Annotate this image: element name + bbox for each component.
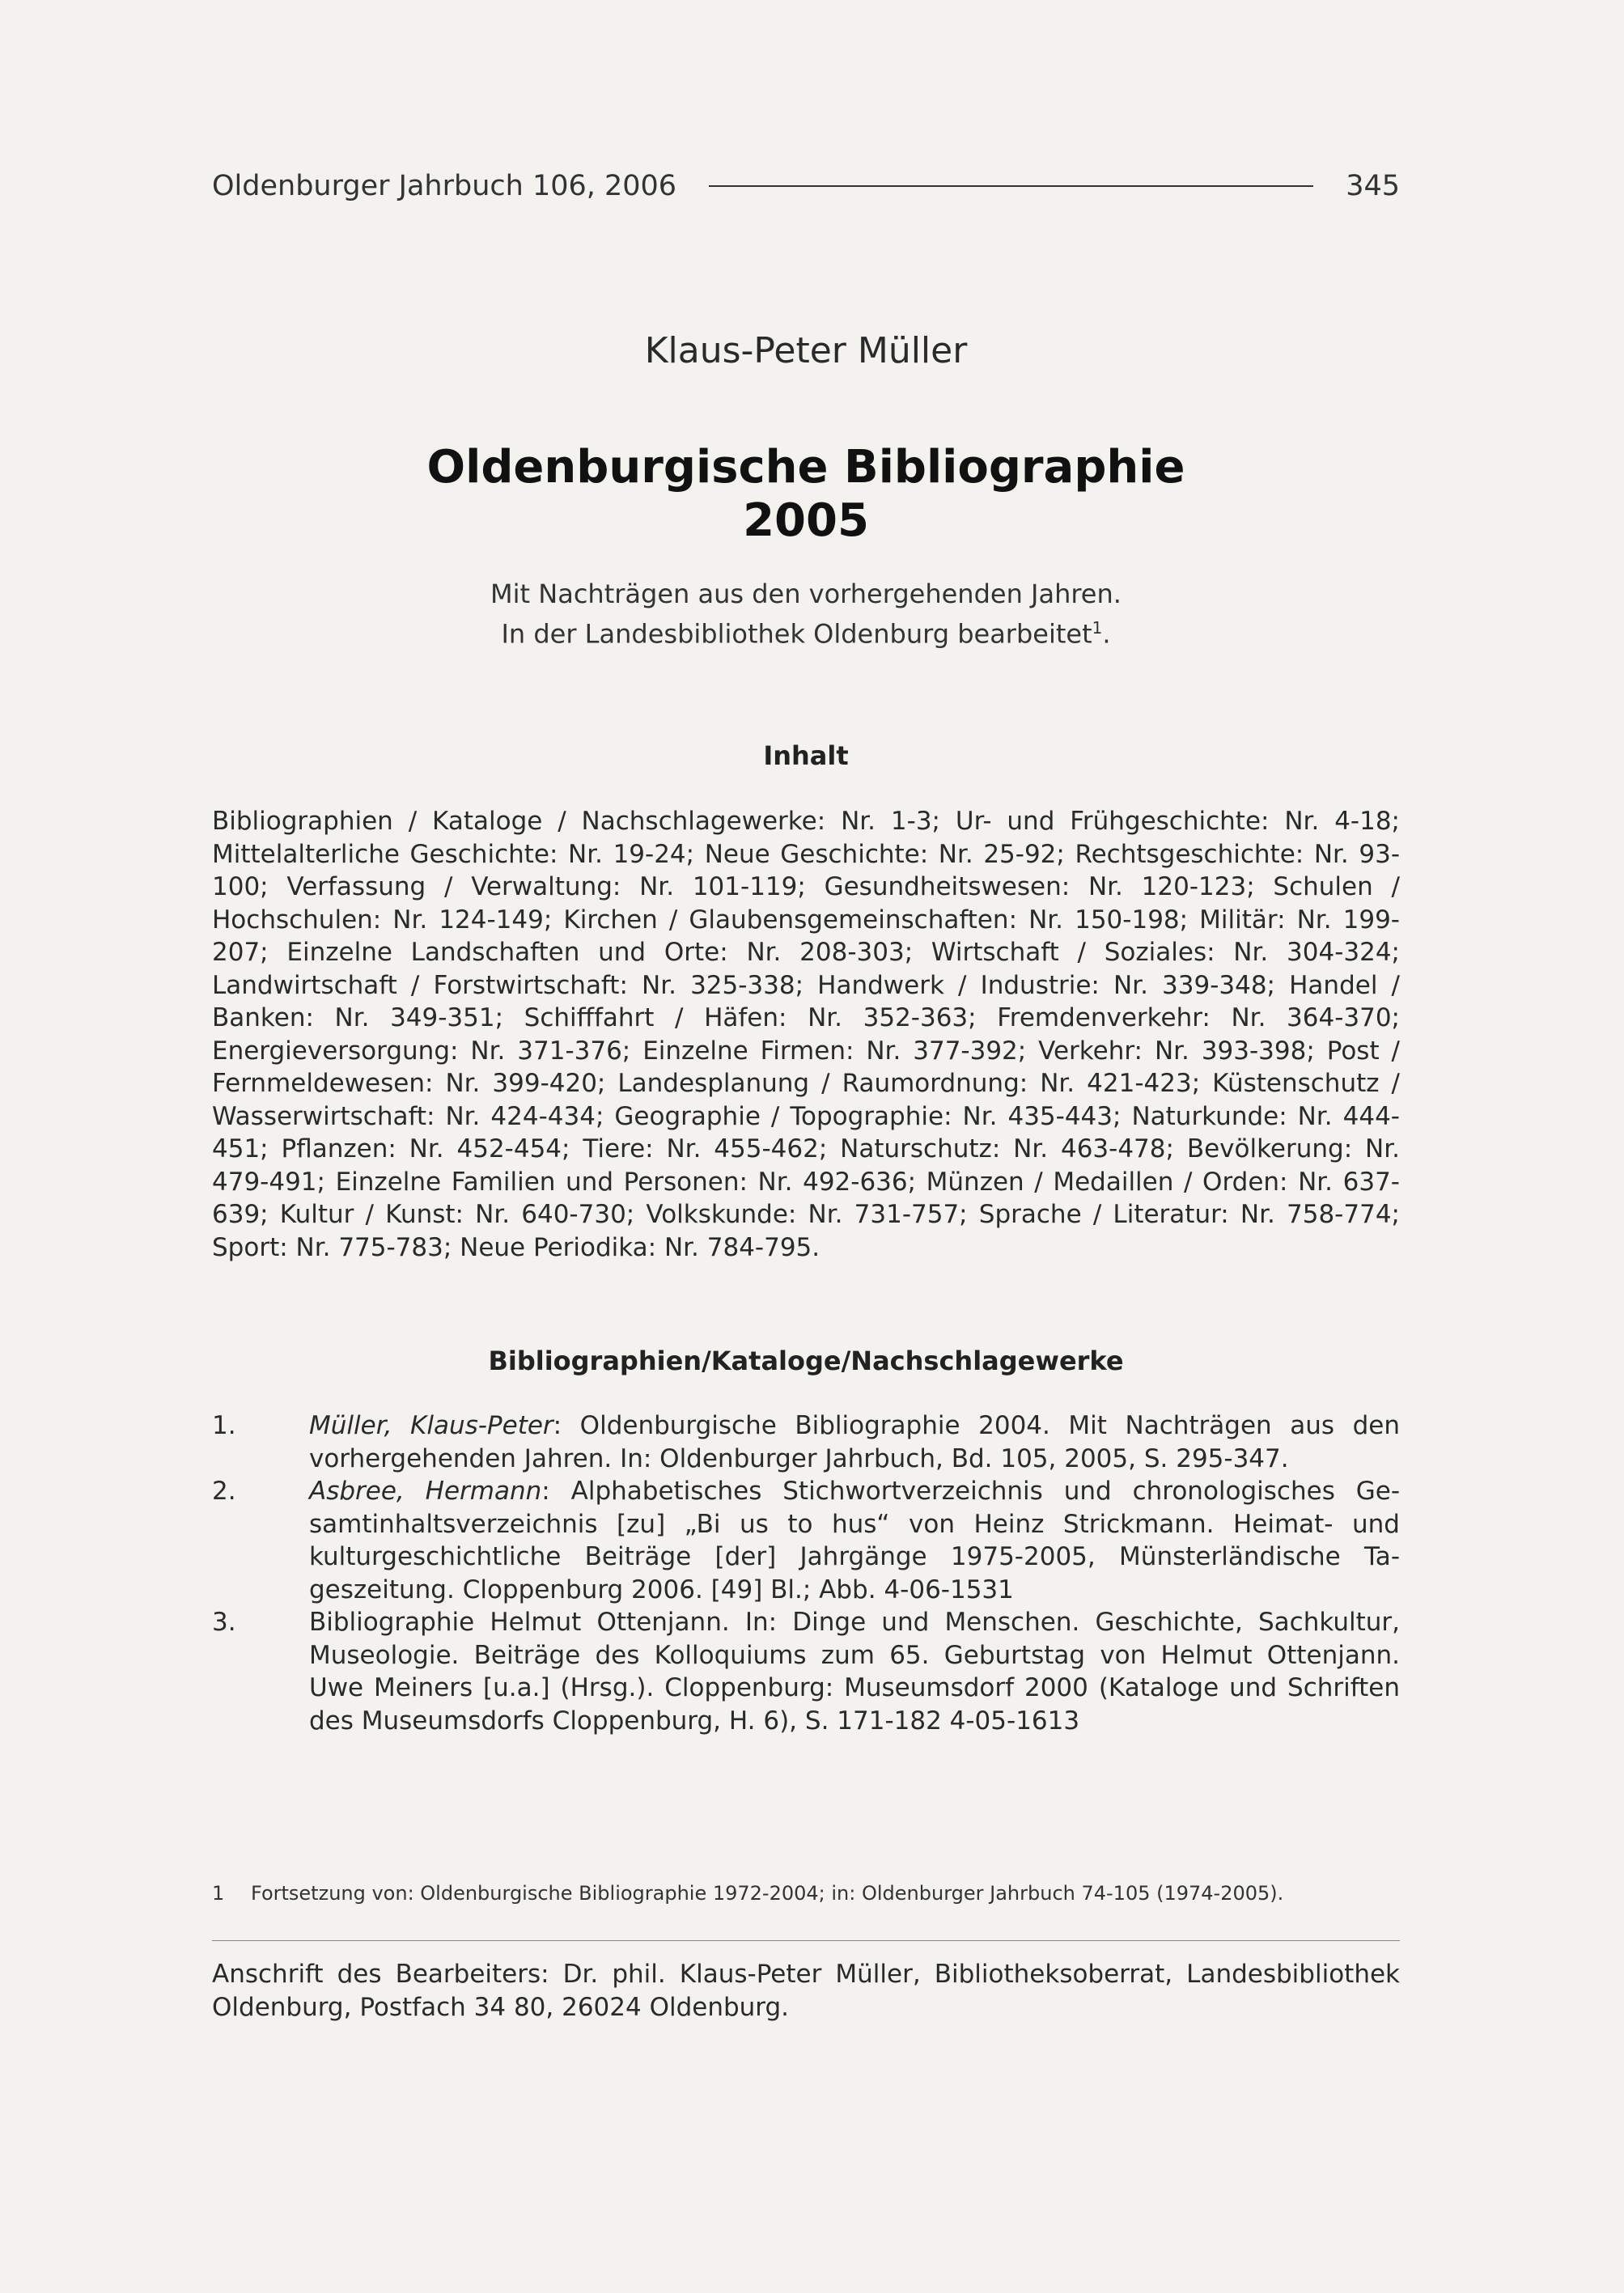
editor-address: Anschrift des Bearbeiters: Dr. phil. Klaus-Peter Müller, Bibliotheksoberrat, Landesbibliothek Oldenburg, Postfach 34 80, 26024 Oldenburg.	[212, 1960, 1400, 2022]
article-author: Klaus-Peter Müller	[644, 330, 968, 371]
subtitle-line-2	[212, 611, 1400, 651]
footnote-number: 1	[212, 1882, 225, 1905]
section-heading: Bibliographien/Kataloge/Nachschlagewerke	[488, 1346, 1124, 1376]
entry-body	[309, 1475, 1400, 1606]
entry-number: 3.	[212, 1608, 236, 1637]
title-line-2: 2005	[743, 494, 869, 547]
subtitle-line-1: Mit Nachträgen aus den vorhergehenden Jahren.	[490, 579, 1122, 609]
contents-heading: Inhalt	[763, 740, 849, 771]
entry-author: Asbree, Hermann	[309, 1477, 542, 1506]
title-line-1: Oldenburgische Bibliographie	[426, 441, 1185, 494]
header-rule	[709, 185, 1313, 187]
entry-text: : Alphabetisches Stichwortverzeichnis und chronologisches Gesamtinhaltsverzeichnis [zu] „Bi us to hus“ von Heinz Strickmann. Heimat- und kulturgeschichtliche Beiträge [der] Jahrgänge 1975-2005, Münsterländische Tageszeitung. Cloppenburg 2006. [49] Bl.; Abb. 4-06-1531	[309, 1477, 1401, 1604]
footer-divider	[212, 1940, 1400, 1941]
entry-text: : Oldenburgische Bibliographie 2004. Mit Nachträgen aus den vorhergehenden Jahren. In: Oldenburger Jahrbuch, Bd. 105, 2005, S. 295-347.	[309, 1411, 1400, 1473]
page	[212, 0, 1400, 2293]
running-head	[212, 166, 1400, 206]
article-title	[212, 441, 1400, 548]
subtitle-line-2-end: .	[1102, 618, 1111, 650]
contents-text: Bibliographien / Kataloge / Nachschlagewerke: Nr. 1-3; Ur- und Frühgeschichte: Nr. 4-18; Mittelalterliche Geschichte: Nr. 19-24; Neue Geschichte: Nr. 25-92; Rechtsgeschichte: Nr. 93-100; Verfassung / Verwaltung: Nr. 101-119; Gesundheitswesen: Nr. 120-123; Schulen / Hochschulen: Nr. 124-149; Kirchen / Glaubensgemeinschaften: Nr. 150-198; Militär: Nr. 199-207; Einzelne Landschaften und Orte: Nr. 208-303; Wirtschaft / Soziales: Nr. 304-324; Landwirtschaft / Forstwirtschaft: Nr. 325-338; Handwerk / Industrie: Nr. 339-348; Handel / Banken: Nr. 349-351; Schifffahrt / Häfen: Nr. 352-363; Fremdenverkehr: Nr. 364-370; Energieversorgung: Nr. 371-376; Einzelne Firmen: Nr. 377-392; Verkehr: Nr. 393-398; Post / Fernmeldewesen: Nr. 399-420; Landesplanung / Raumordnung: Nr. 421-423; Küstenschutz / Wasserwirtschaft: Nr. 424-434; Geographie / Topographie: Nr. 435-443; Naturkunde: Nr. 444-451; Pflanzen: Nr. 452-454; Tiere: Nr. 455-462; Naturschutz: Nr. 463-478; Bevölkerung: Nr. 479-491; Einzelne Familien und Personen: Nr. 492-636; Münzen / Medaillen / Orden: Nr. 637-639; Kultur / Kunst: Nr. 640-730; Volkskunde: Nr. 731-757; Sprache / Literatur: Nr. 758-774; Sport: Nr. 775-783; Neue Periodika: Nr. 784-795.	[212, 807, 1400, 1262]
entry-author: Müller, Klaus-Peter	[309, 1411, 553, 1440]
entry-body	[309, 1606, 1400, 1737]
footnote	[212, 1882, 1400, 1905]
entry-number: 1.	[212, 1411, 236, 1440]
footnote-mark: 1	[1092, 618, 1103, 638]
entry-body	[309, 1409, 1400, 1475]
journal-title: Oldenburger Jahrbuch 106, 2006	[212, 170, 677, 202]
entry-number: 2.	[212, 1477, 236, 1506]
footnote-text: Fortsetzung von: Oldenburgische Bibliographie 1972-2004; in: Oldenburger Jahrbuch 74-105 (1974-2005).	[251, 1882, 1284, 1905]
bibliography-entry	[212, 1606, 1400, 1737]
article-subtitle	[212, 577, 1400, 651]
entry-text: Bibliographie Helmut Ottenjann. In: Dinge und Menschen. Geschichte, Sachkultur, Museologie. Beiträge des Kolloquiums zum 65. Geburtstag von Helmut Ottenjann. Uwe Meiners [u.a.] (Hrsg.). Cloppenburg: Museumsdorf 2000 (Kataloge und Schriften des Museumsdorfs Cloppenburg, H. 6), S. 171-182 4-05-1613	[309, 1608, 1400, 1736]
bibliography-entries	[212, 1409, 1400, 1737]
bibliography-entry	[212, 1475, 1400, 1606]
bibliography-entry	[212, 1409, 1400, 1475]
subtitle-line-2-text: In der Landesbibliothek Oldenburg bearbeitet	[501, 618, 1092, 650]
page-number: 345	[1346, 170, 1400, 202]
